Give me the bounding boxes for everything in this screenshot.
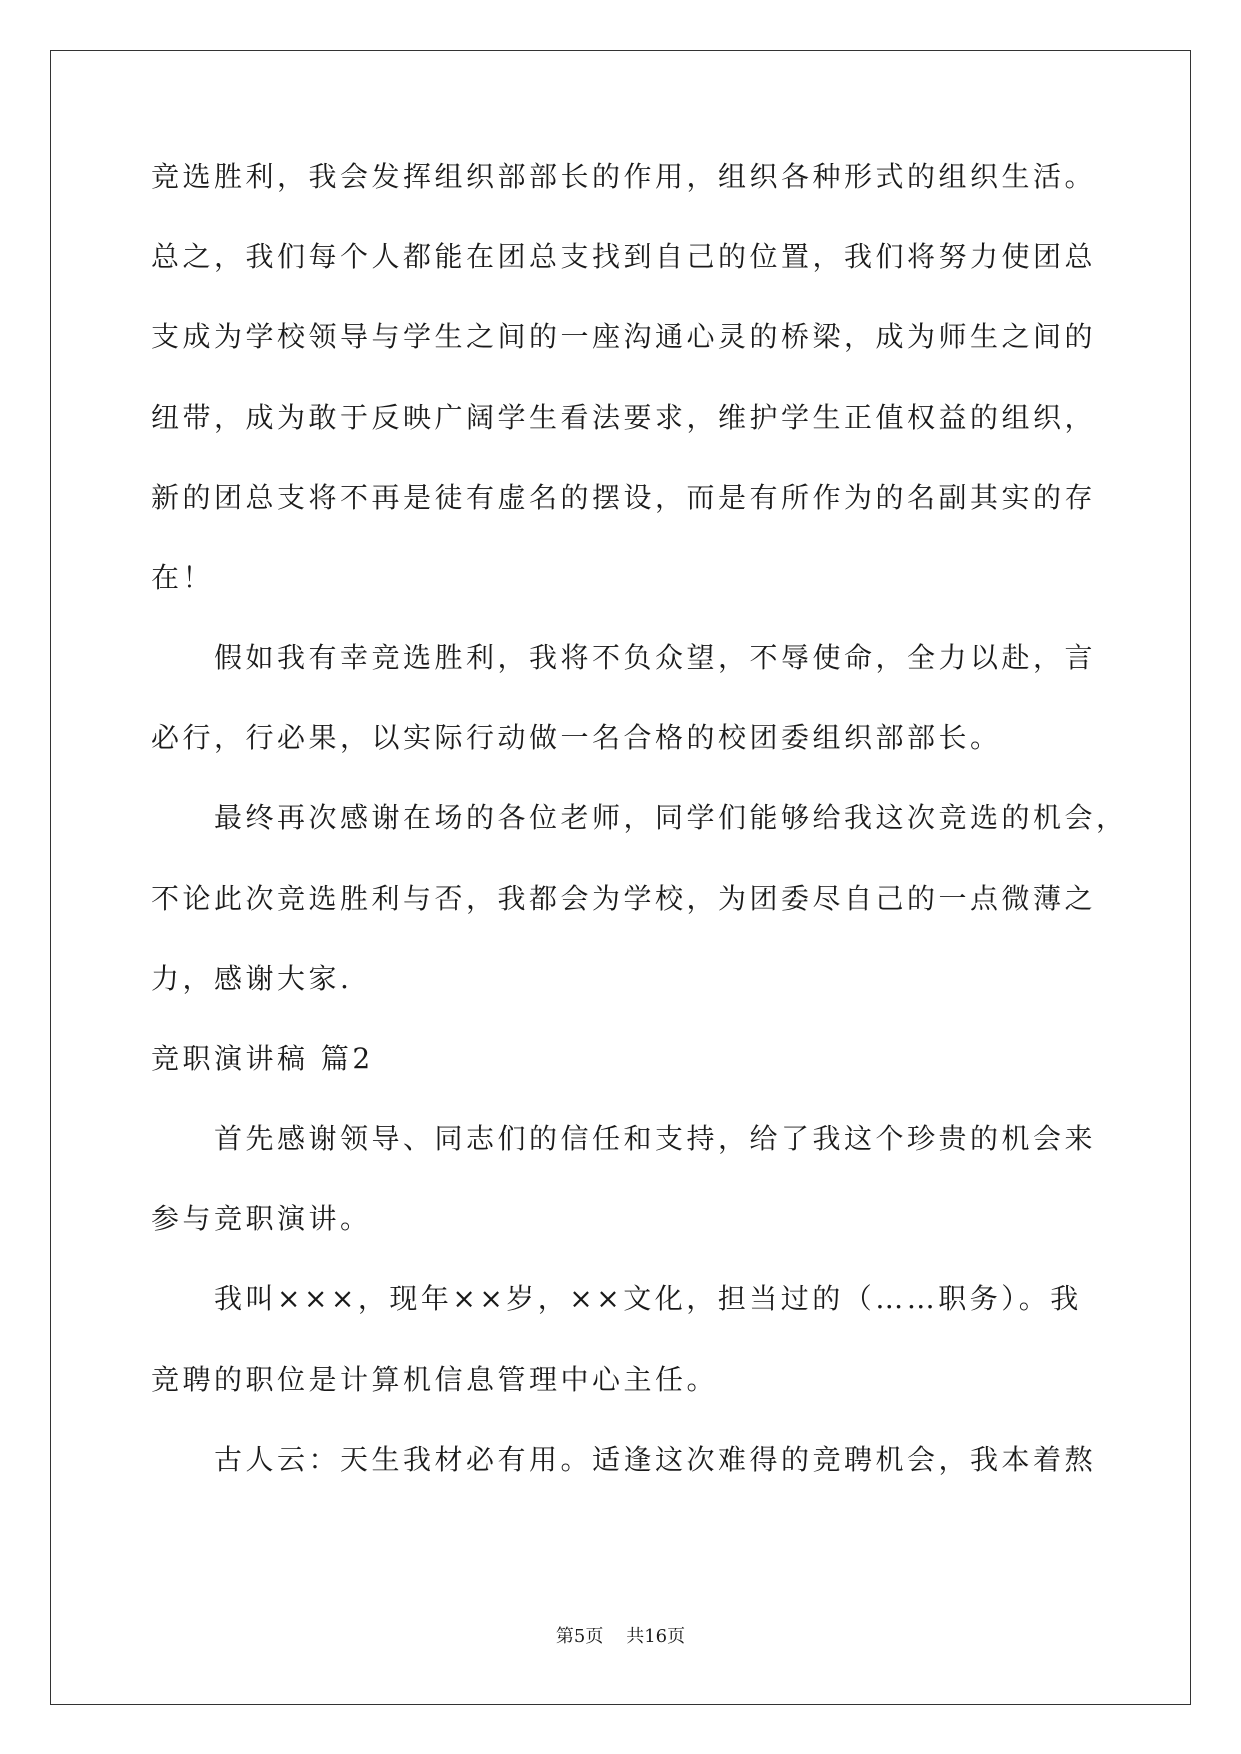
text-line-5: 新的团总支将不再是徒有虚名的摆设，而是有所作为的名副其实的存 [151, 481, 1097, 514]
text-line-2: 总之，我们每个人都能在团总支找到自己的位置，我们将努力使团总 [151, 240, 1097, 273]
text-line-3: 支成为学校领导与学生之间的一座沟通心灵的桥梁，成为师生之间的 [151, 320, 1097, 353]
text-line-17: 古人云：天生我材必有用。适逢这次难得的竞聘机会，我本着熬 [214, 1443, 1097, 1476]
text-line-16: 竞聘的职位是计算机信息管理中心主任。 [151, 1363, 719, 1396]
text-line-14: 参与竞职演讲。 [151, 1202, 372, 1235]
text-line-15: 我叫×××，现年××岁，××文化，担当过的（……职务）。我 [214, 1282, 1082, 1315]
page-number: 第5页 共16页 [555, 1626, 686, 1647]
text-line-10: 不论此次竞选胜利与否，我都会为学校，为团委尽自己的一点微薄之 [151, 882, 1097, 915]
text-line-6: 在！ [151, 561, 215, 594]
text-line-8: 必行，行必果，以实际行动做一名合格的校团委组织部部长。 [151, 721, 1002, 754]
text-line-13: 首先感谢领导、同志们的信任和支持，给了我这个珍贵的机会来 [214, 1122, 1097, 1155]
text-line-9: 最终再次感谢在场的各位老师，同学们能够给我这次竞选的机会， [214, 801, 1128, 834]
text-line-7: 假如我有幸竞选胜利，我将不负众望，不辱使命，全力以赴，言 [214, 641, 1097, 674]
text-line-1: 竞选胜利，我会发挥组织部部长的作用，组织各种形式的组织生活。 [151, 160, 1097, 193]
section-heading: 竞职演讲稿 篇2 [151, 1042, 374, 1075]
text-line-11: 力，感谢大家. [151, 962, 353, 995]
text-line-4: 纽带，成为敢于反映广阔学生看法要求，维护学生正值权益的组织， [151, 401, 1097, 434]
